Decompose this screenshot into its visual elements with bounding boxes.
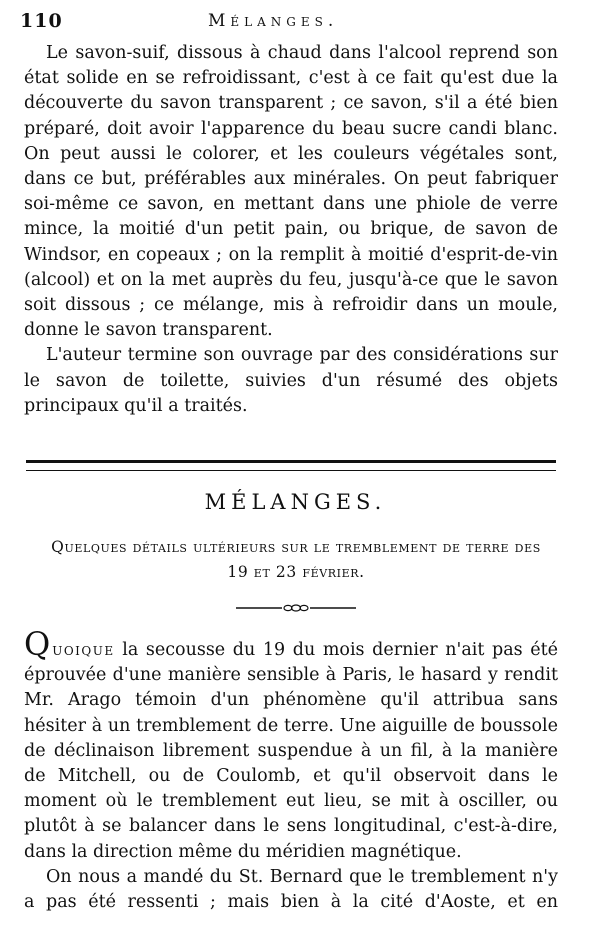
- article-paragraph-1-text: la secousse du 19 du mois dernier n'ait pas été éprouvée d'une manière sensible à Paris, le hasard y rendit Mr. Arago témoin d'un phénomène qu'il attribua sans hésiter à un tremblement de terre. Une aiguille de boussole de déclinaison librement suspendue à un fil, à la manière de Mitchell, ou de Coulomb, et qu'il observoit dans le moment où le tremblement eut lieu, se mit à osciller, ou plutôt à se balancer dans le sens longitudinal, c'est-à-dire, dans la direction même du méridien magnétique.: [24, 640, 558, 862]
- ornament-rule: [0, 602, 591, 614]
- intro-paragraph-2: L'auteur termine son ouvrage par des considérations sur le savon de toilette, suivies d'un résumé des objets principaux qu'il a traités.: [24, 345, 558, 416]
- intro-paragraph-1: Le savon-suif, dissous à chaud dans l'alcool reprend son état solide en se refroidissant, c'est à ce fait qu'est due la découverte du savon transparent ; ce savon, s'il a été bien préparé, doit avoir l'apparence du beau sucre candi blanc. On peut aussi le colorer, et les couleurs végétales sont, dans ce but, préférables aux minérales. On peut fabriquer soi-même ce savon, en mettant dans une phiole de verre mince, la moitié d'un petit pain, ou brique, de savon de Windsor, en copeaux ; on la remplit à moitié d'esprit-de-vin (alcool) et on la met auprès du feu, jusqu'à-ce que le savon soit dissous ; ce mélange, mis à refroidir dans un moule, donne le savon transparent.: [24, 43, 558, 341]
- running-head: [20, 10, 571, 34]
- dropcap-word-rest: uoique: [52, 640, 115, 660]
- ornament-icon: [236, 602, 356, 614]
- page-number: 110: [20, 10, 63, 32]
- dropcap-letter: Q: [24, 625, 53, 663]
- section-heading: MÉLANGES.: [204, 490, 387, 514]
- running-title: Mélanges.: [208, 11, 339, 31]
- article-paragraph-2: On nous a mandé du St. Bernard que le tremblement n'y a pas été ressenti ; mais bien à la cité d'Aoste, et en: [24, 866, 558, 913]
- section-divider-rule: [26, 460, 556, 471]
- section-subtitle: Quelques détails ultérieurs sur le tremblement de terre des 19 et 23 février.: [51, 538, 541, 581]
- intro-text: [24, 41, 558, 419]
- article-text: [24, 625, 558, 915]
- article-paragraph-1: [24, 625, 558, 865]
